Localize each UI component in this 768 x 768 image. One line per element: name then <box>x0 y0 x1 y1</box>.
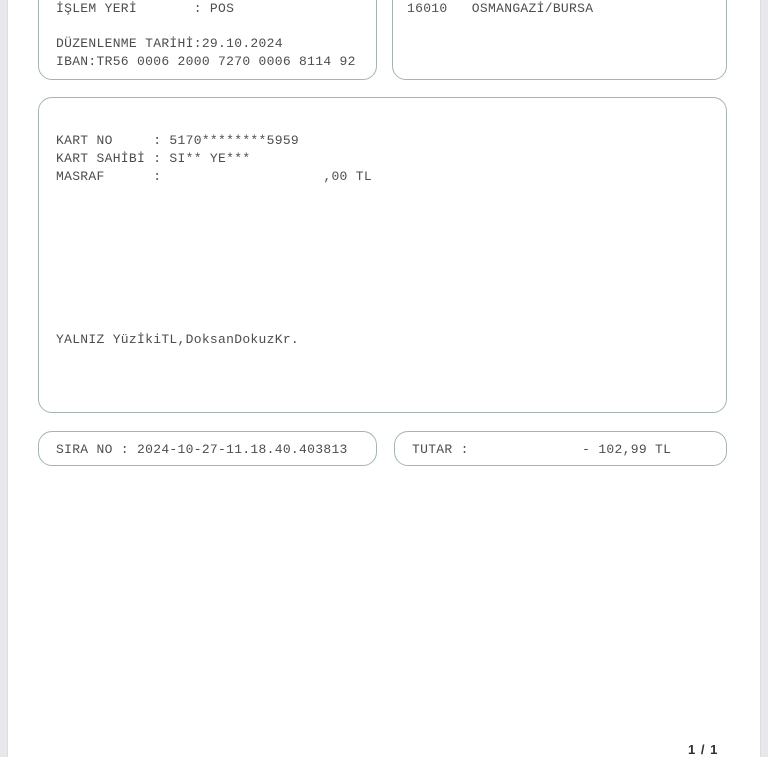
card-holder-line: KART SAHİBİ : SI** YE*** <box>56 151 251 166</box>
sequence-number-line: SIRA NO : 2024-10-27-11.18.40.403813 <box>56 442 348 457</box>
fee-line: MASRAF : ,00 TL <box>56 169 372 184</box>
amount-in-words-line: YALNIZ YüzİkiTL,DoksanDokuzKr. <box>56 332 300 347</box>
page-edge-left <box>0 0 8 757</box>
transaction-place-line: İŞLEM YERİ : POS <box>56 1 235 16</box>
issue-date-line: DÜZENLENME TARİHİ:29.10.2024 <box>56 36 283 51</box>
branch-line: 16010 OSMANGAZİ/BURSA <box>407 1 594 16</box>
iban-line: IBAN:TR56 0006 2000 7270 0006 8114 92 <box>56 54 356 69</box>
amount-line: TUTAR : - 102,99 TL <box>412 442 672 457</box>
page-number: 1 / 1 <box>688 742 719 757</box>
page-edge-right <box>760 0 768 757</box>
card-number-line: KART NO : 5170********5959 <box>56 133 300 148</box>
